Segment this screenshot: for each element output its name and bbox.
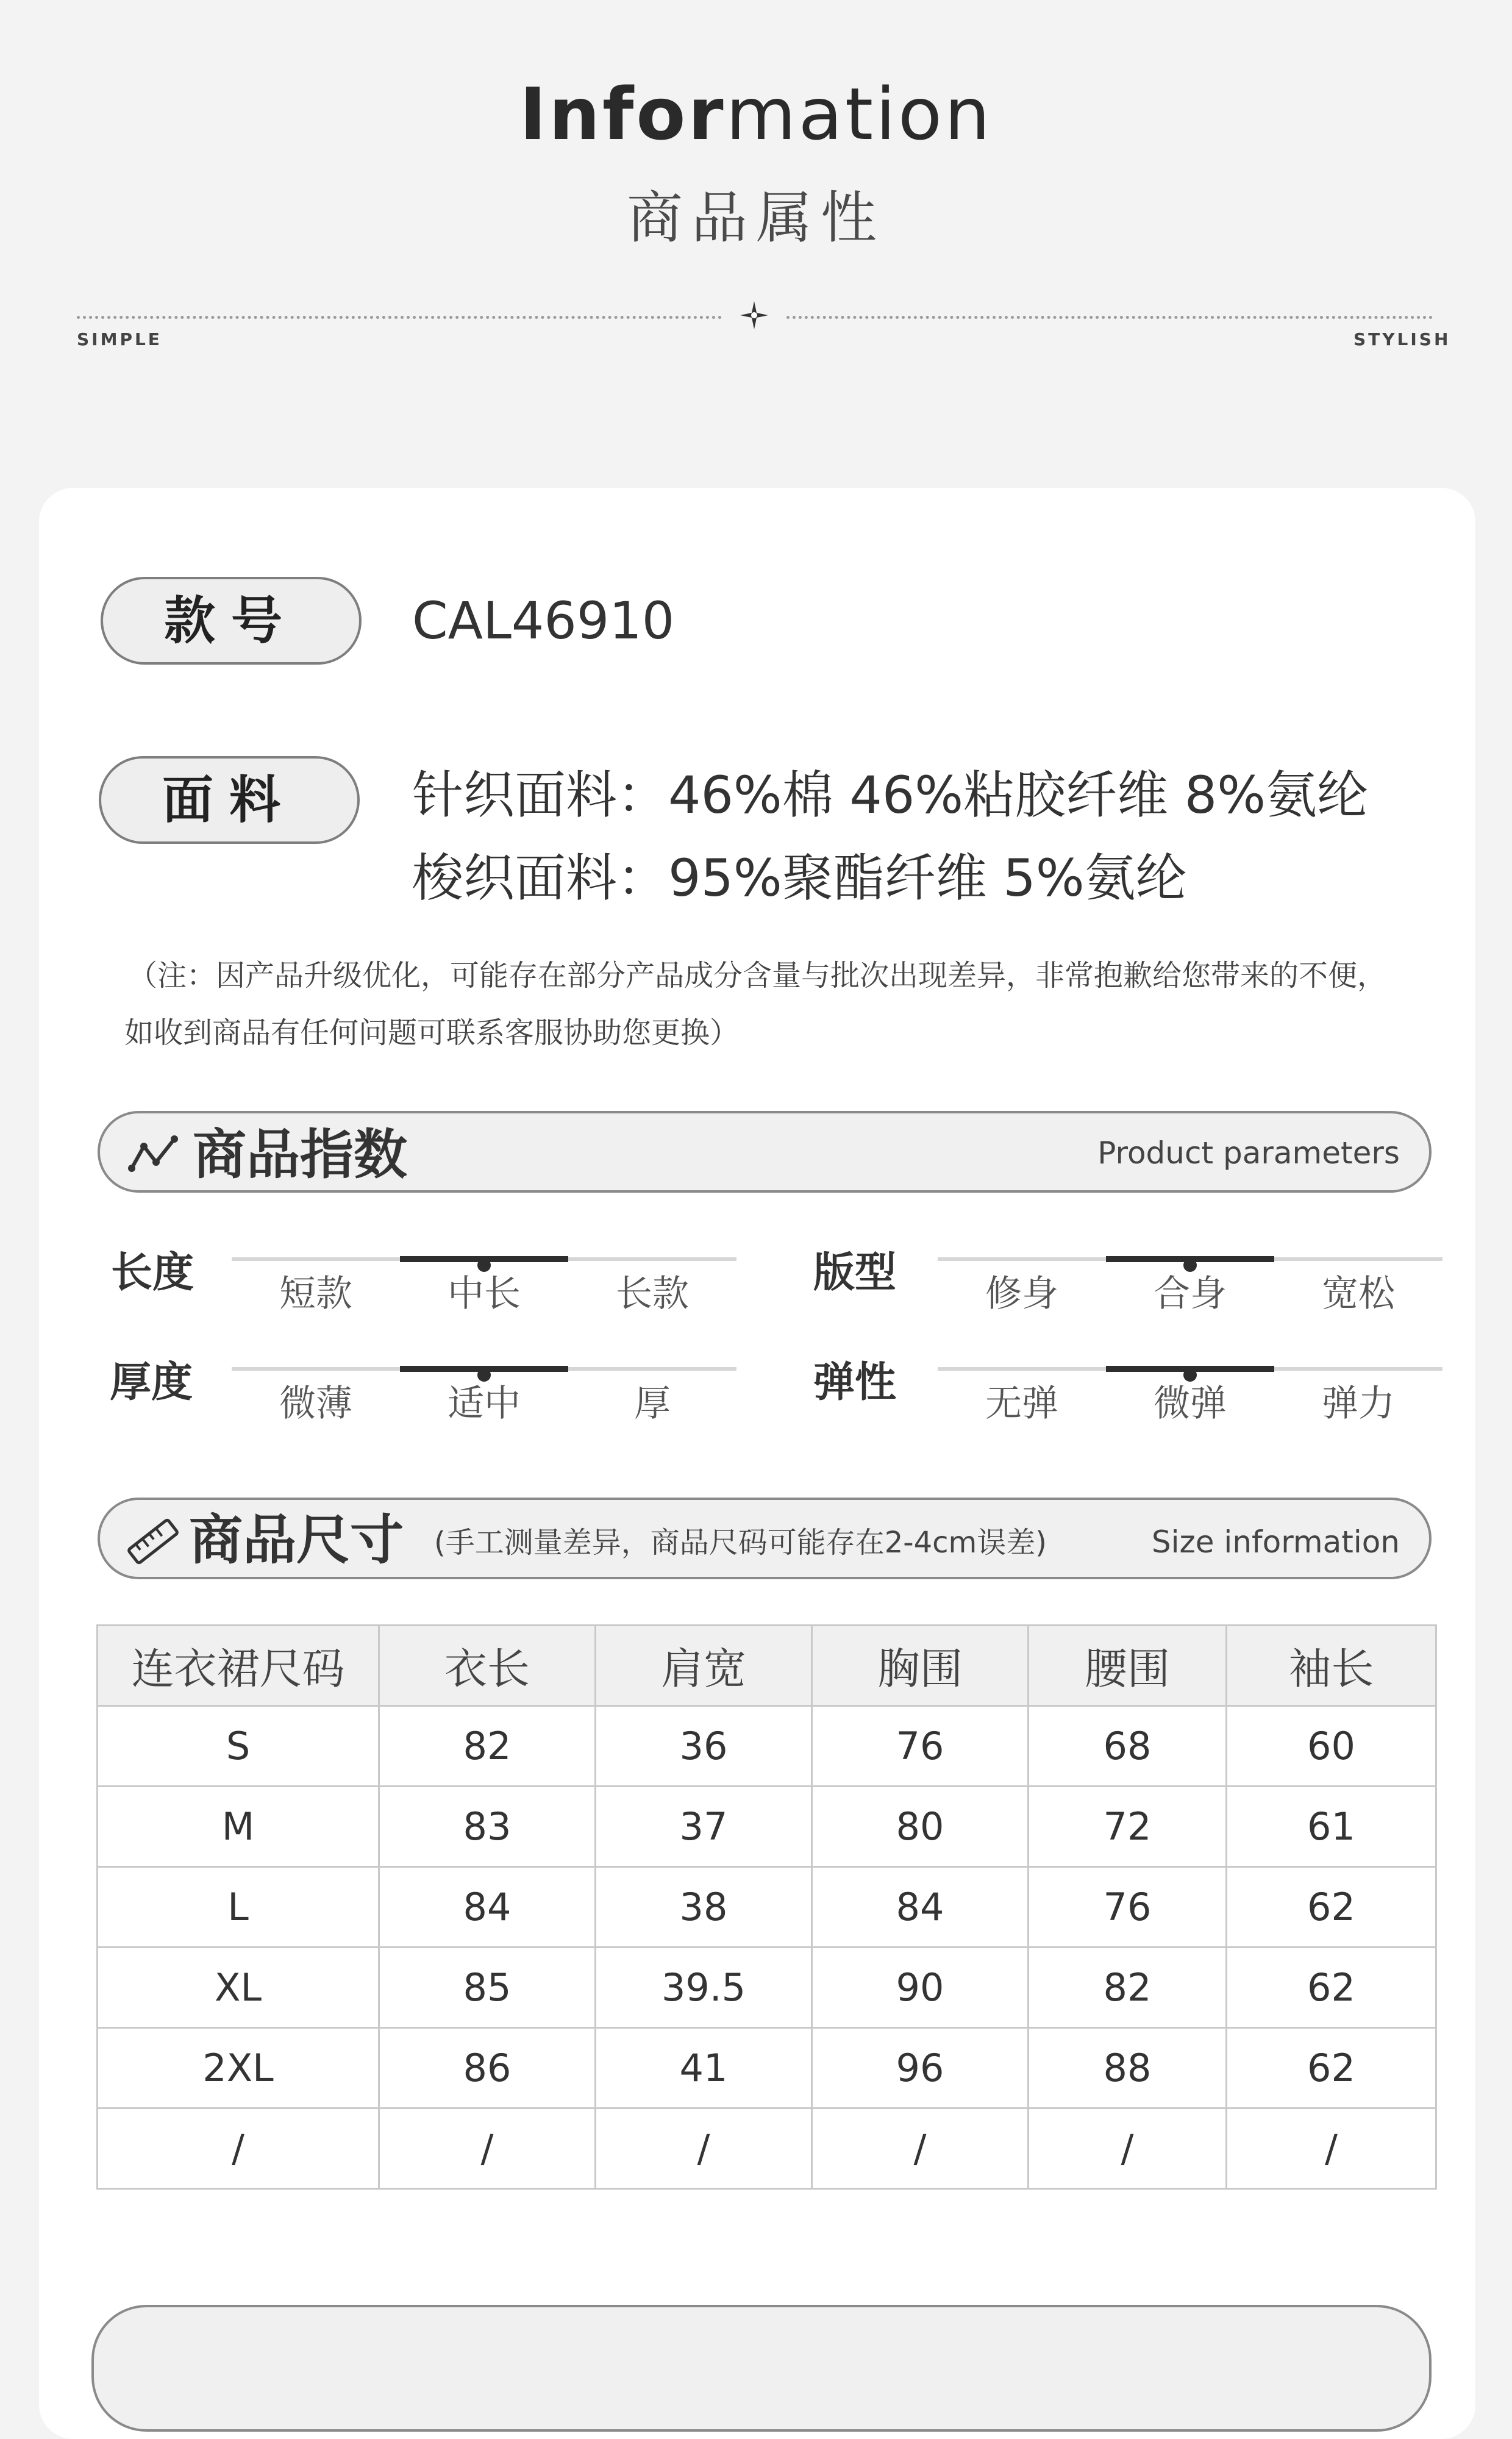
table-header-cell: 肩宽 (596, 1626, 812, 1706)
table-cell: 82 (1029, 1948, 1227, 2028)
product-index-subtitle: Product parameters (1097, 1135, 1400, 1171)
param-option: 宽松 (1322, 1273, 1395, 1315)
fabric-label: 面料 (99, 756, 360, 844)
param-label: 厚度 (110, 1359, 193, 1407)
table-cell: 61 (1227, 1787, 1436, 1867)
size-info-note: (手工测量差异，商品尺码可能存在2-4cm误差) (434, 1526, 1047, 1560)
table-cell: 76 (812, 1706, 1029, 1787)
ruler-icon (126, 1518, 180, 1565)
param-option: 合身 (1154, 1273, 1227, 1315)
table-cell: 88 (1029, 2028, 1227, 2109)
table-cell: 76 (1029, 1867, 1227, 1948)
model-fitting-header (91, 2305, 1432, 2432)
table-cell: 36 (596, 1706, 812, 1787)
table-cell: 68 (1029, 1706, 1227, 1787)
table-cell: L (98, 1867, 379, 1948)
param-selected-dot (477, 1368, 491, 1382)
table-cell: XL (98, 1948, 379, 2028)
param-label: 弹性 (813, 1359, 897, 1407)
param-selected-dot (477, 1259, 491, 1272)
table-cell: 96 (812, 2028, 1029, 2109)
table-cell: M (98, 1787, 379, 1867)
simple-tag: SIMPLE (77, 329, 162, 349)
fabric-woven-line: 梭织面料：95%聚酯纤维 5%氨纶 (412, 848, 1187, 908)
table-cell: 72 (1029, 1787, 1227, 1867)
table-cell: 84 (379, 1867, 596, 1948)
fabric-note-line1: （注：因产品升级优化，可能存在部分产品成分含量与批次出现差异，非常抱歉给您带来的不便， (128, 959, 1387, 993)
table-cell: 85 (379, 1948, 596, 2028)
param-option: 长款 (616, 1273, 689, 1315)
table-header-cell: 腰围 (1029, 1626, 1227, 1706)
table-cell: / (379, 2109, 596, 2189)
table-cell: 83 (379, 1787, 596, 1867)
table-cell: 39.5 (596, 1948, 812, 2028)
table-row (98, 1948, 1436, 2028)
param-label: 长度 (111, 1249, 194, 1297)
param-option: 短款 (279, 1273, 352, 1315)
table-header-cell: 袖长 (1227, 1626, 1436, 1706)
table-header-cell: 连衣裙尺码 (98, 1626, 379, 1706)
param-option: 修身 (985, 1273, 1058, 1315)
table-row (98, 1787, 1436, 1867)
table-row (98, 1706, 1436, 1787)
param-selected-dot (1183, 1368, 1197, 1382)
table-cell: S (98, 1706, 379, 1787)
stylish-tag: STYLISH (1353, 329, 1451, 349)
four-point-star-icon (739, 300, 769, 330)
style-number-value: CAL46910 (412, 591, 675, 651)
table-cell: 41 (596, 2028, 812, 2109)
table-cell: / (98, 2109, 379, 2189)
param-option: 厚 (634, 1382, 671, 1425)
table-cell: 2XL (98, 2028, 379, 2109)
table-cell: 38 (596, 1867, 812, 1948)
param-option: 微弹 (1154, 1382, 1227, 1425)
table-header-cell: 胸围 (812, 1626, 1029, 1706)
table-cell: 60 (1227, 1706, 1436, 1787)
table-cell: 86 (379, 2028, 596, 2109)
param-label: 版型 (813, 1249, 897, 1297)
table-cell: 62 (1227, 1948, 1436, 2028)
table-cell: / (1227, 2109, 1436, 2189)
table-row (98, 2028, 1436, 2109)
size-info-title: 商品尺寸 (189, 1509, 404, 1571)
page-title (0, 72, 1512, 156)
table-cell: 80 (812, 1787, 1029, 1867)
table-body (98, 1706, 1436, 2189)
table-header-cell: 衣长 (379, 1626, 596, 1706)
table-cell: 82 (379, 1706, 596, 1787)
style-number-label: 款号 (101, 577, 362, 665)
size-table (96, 1624, 1437, 2190)
table-row (98, 1867, 1436, 1948)
table-cell: / (1029, 2109, 1227, 2189)
param-selected-dot (1183, 1259, 1197, 1272)
trend-line-icon (128, 1133, 179, 1176)
title-regular-part: mation (726, 72, 993, 156)
table-cell: 90 (812, 1948, 1029, 2028)
param-option: 弹力 (1322, 1382, 1395, 1425)
product-index-title: 商品指数 (193, 1123, 408, 1186)
page-subtitle: 商品属性 (626, 185, 885, 251)
param-option: 无弹 (985, 1382, 1058, 1425)
param-option: 适中 (448, 1382, 521, 1425)
table-cell: 84 (812, 1867, 1029, 1948)
fabric-knit-line: 针织面料：46%棉 46%粘胶纤维 8%氨纶 (412, 765, 1369, 825)
table-cell: / (812, 2109, 1029, 2189)
table-header-row (98, 1626, 1436, 1706)
param-option: 中长 (448, 1273, 521, 1315)
table-cell: 62 (1227, 1867, 1436, 1948)
size-info-subtitle: Size information (1151, 1524, 1400, 1560)
table-cell: 62 (1227, 2028, 1436, 2109)
table-row (98, 2109, 1436, 2189)
title-bold-part: Infor (519, 72, 726, 156)
table-cell: / (596, 2109, 812, 2189)
right-dotted-divider (786, 316, 1433, 319)
fabric-note-line2: 如收到商品有任何问题可联系客服协助您更换） (124, 1016, 740, 1050)
param-option: 微薄 (279, 1382, 352, 1425)
table-cell: 37 (596, 1787, 812, 1867)
left-dotted-divider (77, 316, 722, 319)
